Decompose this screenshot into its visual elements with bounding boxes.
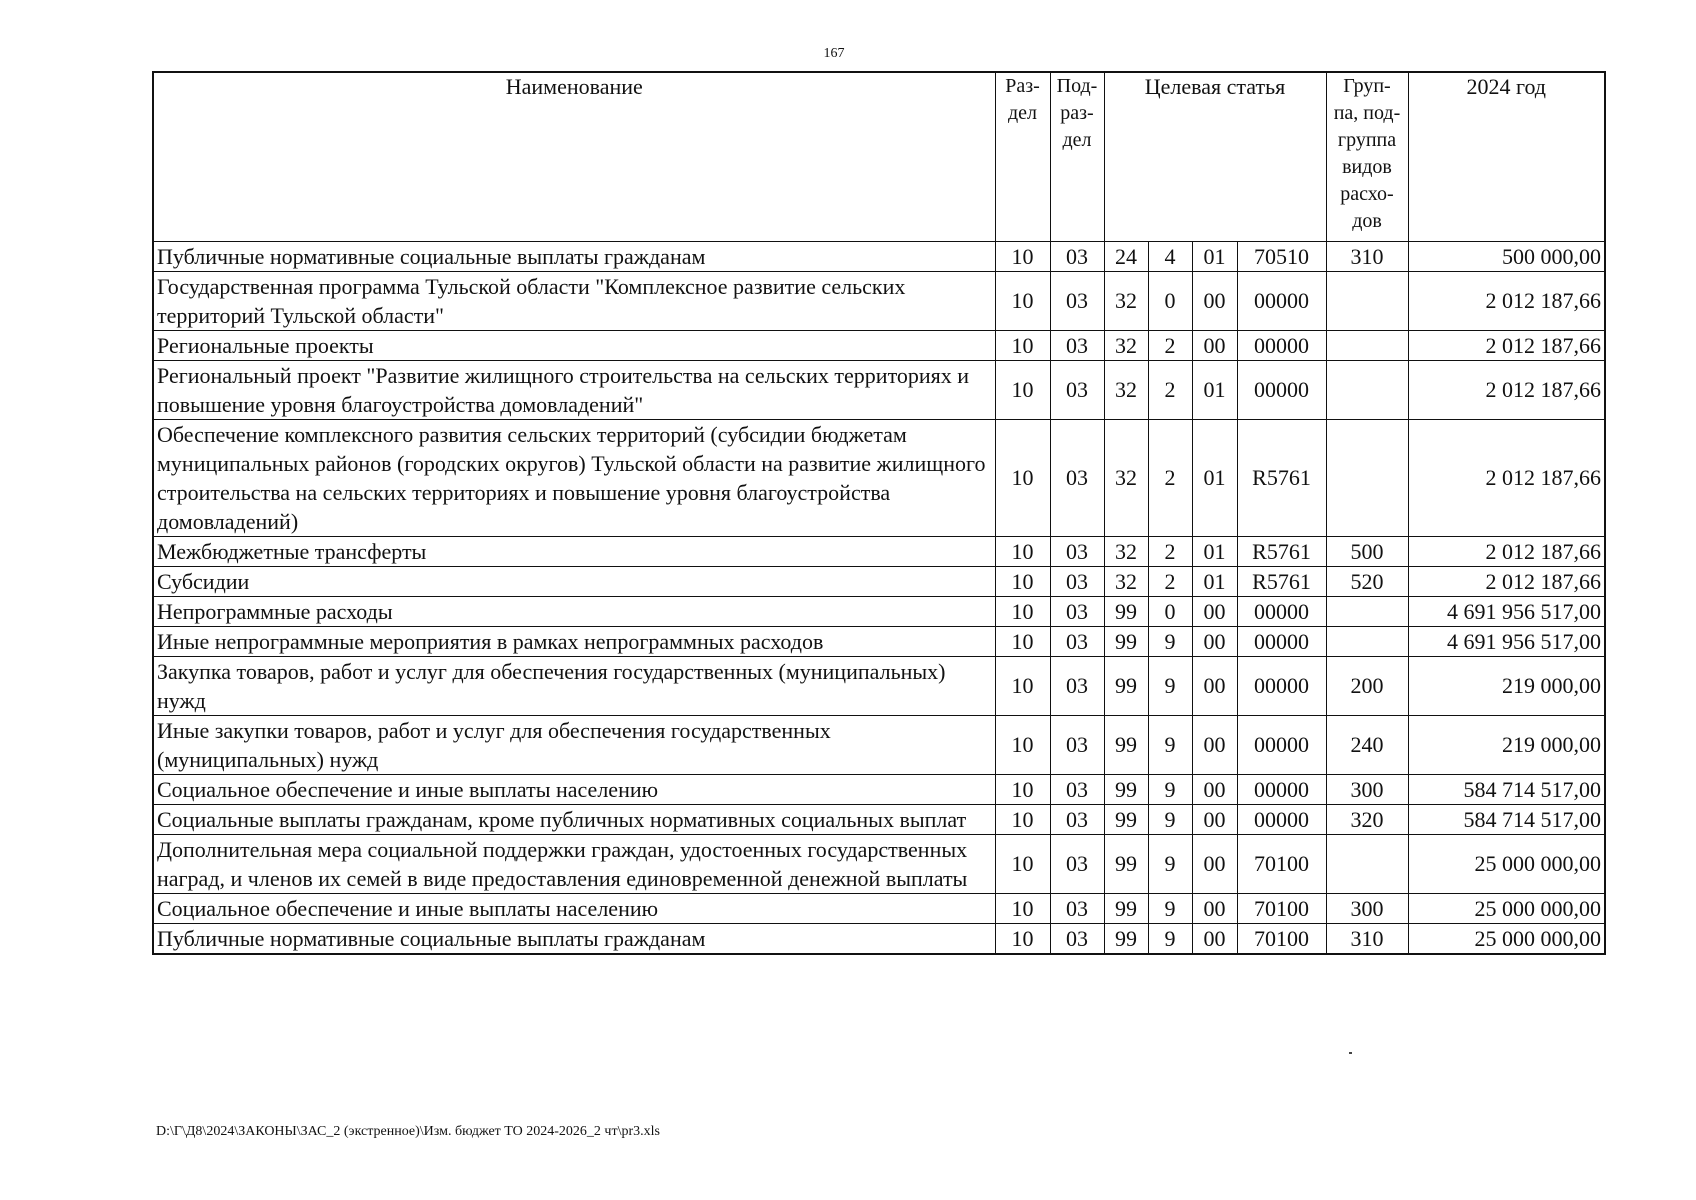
row-name: Публичные нормативные социальные выплаты гражданам [153,923,995,954]
header-name: Наименование [153,72,995,241]
row-target-event: 01 [1192,241,1237,271]
row-target-direction: 70100 [1237,893,1326,923]
row-target-program: 99 [1104,893,1148,923]
row-subsection: 03 [1050,419,1104,536]
row-target-direction: 00000 [1237,360,1326,419]
row-name: Дополнительная мера социальной поддержки граждан, удостоенных государственных наград, и членов их семей в виде предоставления единовременной денежной выплаты [153,834,995,893]
row-subsection: 03 [1050,715,1104,774]
row-target-program: 99 [1104,774,1148,804]
row-target-program: 24 [1104,241,1148,271]
row-amount: 25 000 000,00 [1408,923,1605,954]
row-target-type: 2 [1148,330,1192,360]
row-expense-group [1326,626,1408,656]
row-target-type: 0 [1148,271,1192,330]
row-target-direction: 70100 [1237,834,1326,893]
row-target-event: 00 [1192,893,1237,923]
row-target-program: 99 [1104,834,1148,893]
row-target-event: 00 [1192,271,1237,330]
row-target-direction: 00000 [1237,774,1326,804]
row-amount: 2 012 187,66 [1408,419,1605,536]
row-target-type: 2 [1148,536,1192,566]
row-section: 10 [995,271,1050,330]
row-amount: 2 012 187,66 [1408,330,1605,360]
row-section: 10 [995,596,1050,626]
row-name: Социальные выплаты гражданам, кроме публичных нормативных социальных выплат [153,804,995,834]
table-row [153,804,1605,834]
table-row [153,774,1605,804]
row-target-program: 32 [1104,271,1148,330]
row-target-direction: 00000 [1237,804,1326,834]
row-target-type: 9 [1148,834,1192,893]
row-subsection: 03 [1050,241,1104,271]
row-amount: 2 012 187,66 [1408,566,1605,596]
row-section: 10 [995,360,1050,419]
row-section: 10 [995,536,1050,566]
table-row [153,360,1605,419]
row-target-direction: R5761 [1237,419,1326,536]
row-subsection: 03 [1050,656,1104,715]
row-target-type: 2 [1148,419,1192,536]
row-target-type: 9 [1148,715,1192,774]
row-target-program: 99 [1104,626,1148,656]
row-target-event: 00 [1192,656,1237,715]
row-amount: 2 012 187,66 [1408,271,1605,330]
row-amount: 25 000 000,00 [1408,893,1605,923]
row-section: 10 [995,566,1050,596]
row-section: 10 [995,656,1050,715]
row-name: Региональные проекты [153,330,995,360]
row-expense-group: 520 [1326,566,1408,596]
row-subsection: 03 [1050,923,1104,954]
row-target-direction: 00000 [1237,715,1326,774]
row-subsection: 03 [1050,893,1104,923]
row-expense-group [1326,330,1408,360]
table-row [153,330,1605,360]
header-year: 2024 год [1408,72,1605,241]
file-path-footer: D:\Г\Д8\2024\ЗАКОНЫ\ЗАС_2 (экстренное)\Изм. бюджет ТО 2024-2026_2 чт\pr3.xls [156,1124,660,1139]
table-row [153,715,1605,774]
row-target-program: 32 [1104,330,1148,360]
row-subsection: 03 [1050,566,1104,596]
page-number: 167 [823,46,845,61]
header-section: Раз- дел [995,72,1050,241]
row-name: Публичные нормативные социальные выплаты гражданам [153,241,995,271]
row-expense-group: 240 [1326,715,1408,774]
row-subsection: 03 [1050,774,1104,804]
table-row [153,834,1605,893]
row-expense-group: 500 [1326,536,1408,566]
row-target-event: 00 [1192,923,1237,954]
row-target-direction: 00000 [1237,330,1326,360]
row-name: Социальное обеспечение и иные выплаты населению [153,893,995,923]
row-expense-group [1326,834,1408,893]
row-name: Социальное обеспечение и иные выплаты населению [153,774,995,804]
table-row [153,536,1605,566]
table-header-row [153,72,1605,241]
row-amount: 500 000,00 [1408,241,1605,271]
row-target-direction: 00000 [1237,626,1326,656]
row-target-type: 9 [1148,774,1192,804]
row-target-type: 9 [1148,893,1192,923]
row-target-program: 32 [1104,419,1148,536]
row-amount: 219 000,00 [1408,656,1605,715]
row-target-event: 01 [1192,566,1237,596]
row-amount: 584 714 517,00 [1408,774,1605,804]
row-name: Межбюджетные трансферты [153,536,995,566]
table-body [153,241,1605,954]
row-subsection: 03 [1050,360,1104,419]
row-target-program: 99 [1104,656,1148,715]
row-name: Государственная программа Тульской области "Комплексное развитие сельских территорий Тульской области" [153,271,995,330]
row-expense-group: 310 [1326,923,1408,954]
table-row [153,923,1605,954]
row-target-program: 99 [1104,596,1148,626]
row-target-event: 00 [1192,626,1237,656]
budget-table [152,71,1606,955]
row-target-program: 99 [1104,923,1148,954]
row-section: 10 [995,241,1050,271]
row-target-direction: R5761 [1237,536,1326,566]
row-target-program: 32 [1104,566,1148,596]
row-target-program: 32 [1104,360,1148,419]
header-target-article: Целевая статья [1104,72,1326,241]
row-target-event: 01 [1192,536,1237,566]
row-target-type: 9 [1148,656,1192,715]
row-target-program: 32 [1104,536,1148,566]
header-subsection: Под- раз- дел [1050,72,1104,241]
row-target-event: 00 [1192,774,1237,804]
row-expense-group [1326,419,1408,536]
row-target-type: 4 [1148,241,1192,271]
row-name: Закупка товаров, работ и услуг для обеспечения государственных (муниципальных) нужд [153,656,995,715]
table-row [153,566,1605,596]
row-target-type: 2 [1148,566,1192,596]
row-subsection: 03 [1050,596,1104,626]
row-target-event: 00 [1192,596,1237,626]
row-amount: 584 714 517,00 [1408,804,1605,834]
row-subsection: 03 [1050,626,1104,656]
row-target-event: 00 [1192,834,1237,893]
row-target-type: 9 [1148,804,1192,834]
row-name: Субсидии [153,566,995,596]
row-subsection: 03 [1050,804,1104,834]
row-subsection: 03 [1050,330,1104,360]
row-target-type: 0 [1148,596,1192,626]
header-expense-group: Груп- па, под- группа видов расхо- дов [1326,72,1408,241]
row-expense-group: 300 [1326,893,1408,923]
row-amount: 25 000 000,00 [1408,834,1605,893]
row-target-event: 00 [1192,715,1237,774]
row-section: 10 [995,893,1050,923]
row-target-direction: 00000 [1237,271,1326,330]
row-amount: 2 012 187,66 [1408,536,1605,566]
row-subsection: 03 [1050,536,1104,566]
row-expense-group [1326,596,1408,626]
row-section: 10 [995,715,1050,774]
row-name: Непрограммные расходы [153,596,995,626]
row-section: 10 [995,419,1050,536]
row-target-type: 2 [1148,360,1192,419]
row-name: Иные непрограммные мероприятия в рамках непрограммных расходов [153,626,995,656]
row-expense-group: 320 [1326,804,1408,834]
row-name: Обеспечение комплексного развития сельских территорий (субсидии бюджетам муниципальных районов (городских округов) Тульской области на развитие жилищного строительства на сельских территориях и повышение уровня благоустройства домовладений) [153,419,995,536]
row-target-program: 99 [1104,804,1148,834]
row-expense-group: 200 [1326,656,1408,715]
table-row [153,656,1605,715]
row-amount: 2 012 187,66 [1408,360,1605,419]
row-section: 10 [995,774,1050,804]
table-row [153,271,1605,330]
row-target-event: 01 [1192,419,1237,536]
table-row [153,419,1605,536]
row-target-direction: 70100 [1237,923,1326,954]
row-section: 10 [995,834,1050,893]
row-target-direction: 00000 [1237,596,1326,626]
row-target-direction: R5761 [1237,566,1326,596]
table-row [153,241,1605,271]
row-section: 10 [995,923,1050,954]
row-amount: 219 000,00 [1408,715,1605,774]
row-expense-group: 310 [1326,241,1408,271]
row-amount: 4 691 956 517,00 [1408,596,1605,626]
row-name: Региональный проект "Развитие жилищного строительства на сельских территориях и повышение уровня благоустройства домовладений" [153,360,995,419]
row-target-event: 00 [1192,330,1237,360]
row-section: 10 [995,626,1050,656]
row-target-direction: 00000 [1237,656,1326,715]
row-target-direction: 70510 [1237,241,1326,271]
row-target-program: 99 [1104,715,1148,774]
row-expense-group [1326,360,1408,419]
row-expense-group [1326,271,1408,330]
row-name: Иные закупки товаров, работ и услуг для обеспечения государственных (муниципальных) нужд [153,715,995,774]
row-section: 10 [995,330,1050,360]
table-row [153,626,1605,656]
row-subsection: 03 [1050,271,1104,330]
row-target-event: 01 [1192,360,1237,419]
row-target-type: 9 [1148,923,1192,954]
row-section: 10 [995,804,1050,834]
table-row [153,596,1605,626]
scan-speck [1349,1052,1352,1054]
table-row [153,893,1605,923]
row-expense-group: 300 [1326,774,1408,804]
row-subsection: 03 [1050,834,1104,893]
row-target-event: 00 [1192,804,1237,834]
row-target-type: 9 [1148,626,1192,656]
row-amount: 4 691 956 517,00 [1408,626,1605,656]
